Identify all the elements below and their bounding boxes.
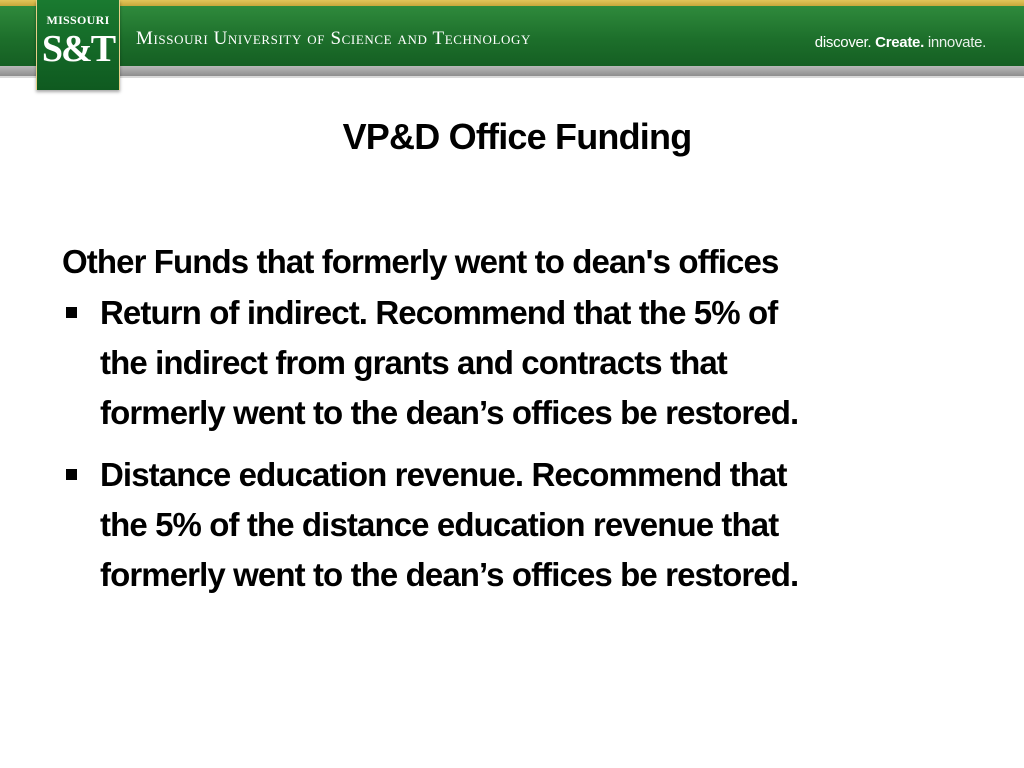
lead-text: Other Funds that formerly went to dean's offices xyxy=(62,243,779,280)
bullet-line: Distance education revenue. Recommend that xyxy=(100,456,787,493)
square-bullet-icon xyxy=(66,307,77,318)
square-bullet-icon xyxy=(66,469,77,480)
bullet-item xyxy=(62,450,982,600)
tagline-innovate: innovate. xyxy=(927,34,986,51)
tagline xyxy=(815,34,986,51)
university-name: Missouri University of Science and Technology xyxy=(136,28,531,49)
tagline-discover: discover. xyxy=(814,34,872,51)
university-logo xyxy=(36,0,120,90)
logo-st-text: S&T xyxy=(41,28,115,70)
header-gray-stripe xyxy=(0,66,1024,76)
bullet-line: formerly went to the dean’s offices be restored. xyxy=(100,556,799,593)
bullet-line: Return of indirect. Recommend that the 5% of xyxy=(100,294,778,331)
bullet-line: the indirect from grants and contracts that xyxy=(100,344,727,381)
bullet-list xyxy=(62,288,982,600)
logo-missouri-text: MISSOURI xyxy=(46,13,110,27)
bullet-item xyxy=(62,288,982,438)
header-divider xyxy=(0,76,1024,78)
bullet-line: formerly went to the dean’s offices be restored. xyxy=(100,394,799,431)
tagline-create: Create. xyxy=(875,34,924,51)
bullet-line: the 5% of the distance education revenue that xyxy=(100,506,779,543)
slide-title: VP&D Office Funding xyxy=(342,116,692,157)
slide-body xyxy=(62,238,982,612)
